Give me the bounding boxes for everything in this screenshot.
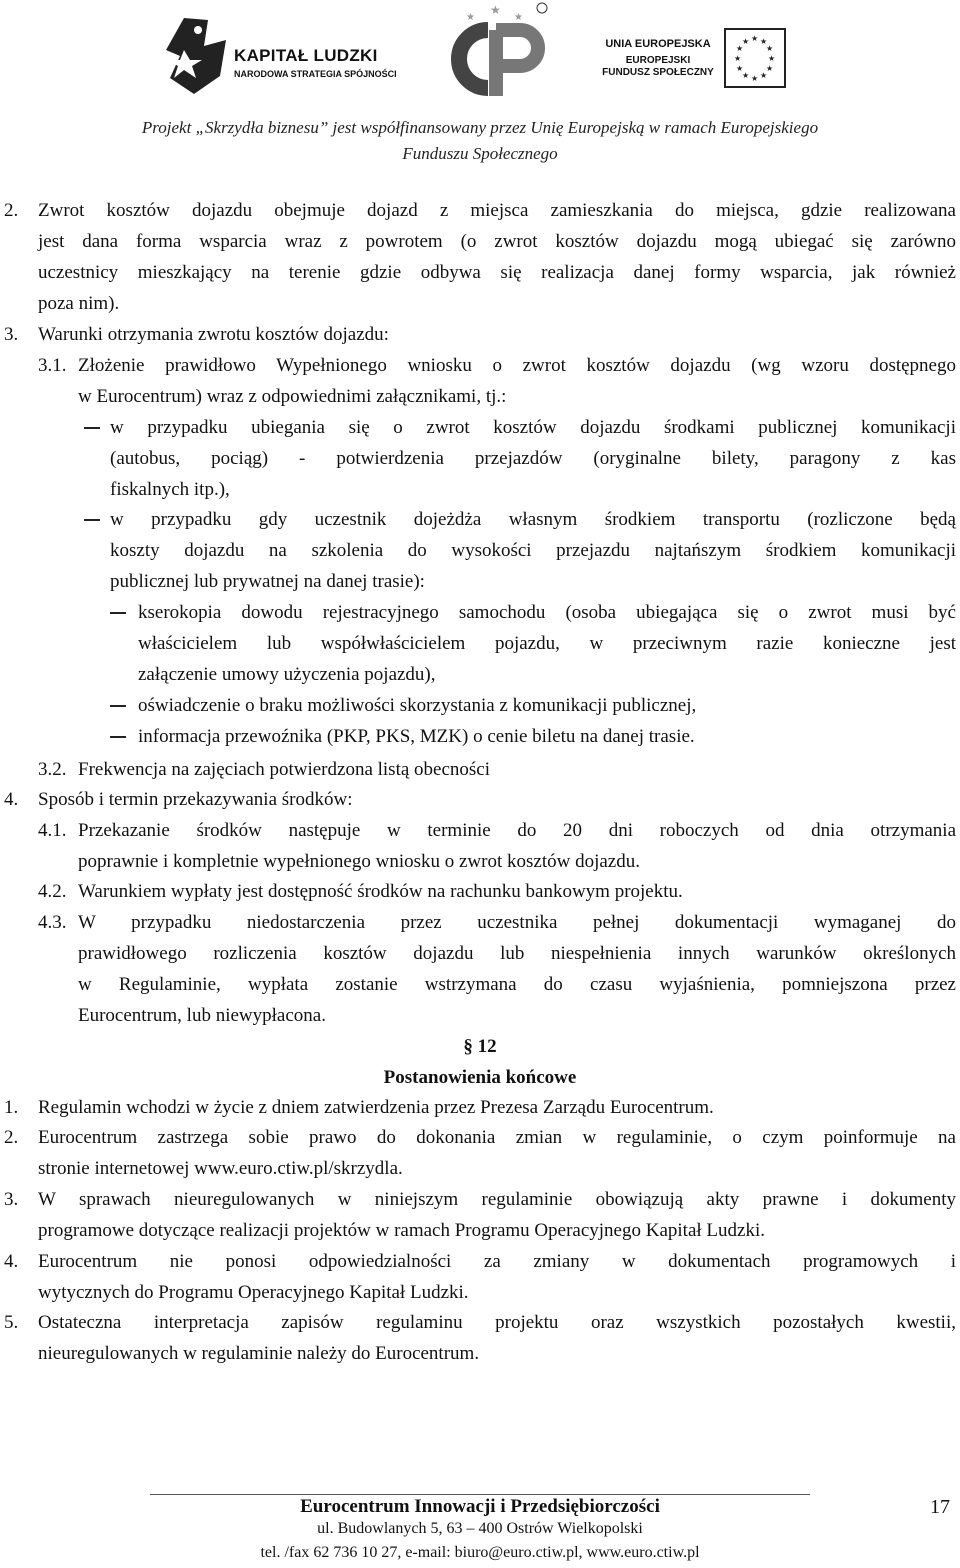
text-line: nieuregulowanych w regulaminie należy do Eurocentrum. (38, 1343, 480, 1364)
text-line: oświadczenie o braku możliwości skorzystania z komunikacji publicznej, (138, 695, 697, 716)
eu-flag-icon (724, 28, 786, 88)
text-line: informacja przewoźnika (PKP, PKS, MZK) o cenie biletu na danej trasie. (138, 726, 695, 747)
text-line: Regulamin wchodzi w życie z dniem zatwierdzenia przez Prezesa Zarządu Eurocentrum. (38, 1097, 714, 1118)
dash-bullet-icon (84, 519, 100, 521)
text-line: Eurocentrum, lub niewypłacona. (78, 1005, 326, 1026)
cp-logo (430, 0, 560, 100)
kapital-ludzki-emblem-icon (164, 16, 232, 96)
text-line: programowe dotyczące realizacji projektów w ramach Programu Operacyjnego Kapitał Ludzki. (38, 1220, 765, 1241)
section-title: Postanowienia końcowe (383, 1067, 577, 1088)
svg-text:★: ★ (466, 12, 475, 23)
eu-subtitle-line-2: FUNDUSZ SPOŁECZNY (602, 67, 714, 78)
text-line: Eurocentrum nie ponosi odpowiedzialności za zmiany w dokumentach programowych i (38, 1251, 956, 1272)
svg-text:★: ★ (751, 34, 759, 43)
text-line: W przypadku niedostarczenia przez uczestnika pełnej dokumentacji wymaganej do (78, 912, 956, 933)
text-line: Przekazanie środków następuje w terminie do 20 dni roboczych od dnia otrzymania (78, 820, 956, 841)
text-line: (autobus, pociąg) - potwierdzenia przejazdów (oryginalne bilety, paragony z kas (110, 448, 956, 469)
item-number: 3. (4, 324, 19, 345)
item-number: 4. (4, 789, 19, 810)
page-number: 17 (930, 1496, 950, 1518)
svg-text:★: ★ (742, 37, 750, 46)
text-line: kserokopia dowodu rejestracyjnego samochodu (osoba ubiegająca się o zwrot musi być (138, 602, 956, 623)
text-line: wytycznych do Programu Operacyjnego Kapitał Ludzki. (38, 1282, 469, 1303)
text-line: Warunki otrzymania zwrotu kosztów dojazdu: (38, 324, 389, 345)
item-number: 4.1. (38, 820, 67, 841)
footer-contact: tel. /fax 62 736 10 27, e-mail: biuro@euro.ctiw.pl, www.euro.ctiw.pl (260, 1544, 700, 1561)
text-line: Warunkiem wypłaty jest dostępność środków na rachunku bankowym projektu. (78, 881, 683, 902)
svg-text:★: ★ (768, 54, 776, 63)
text-line: Frekwencja na zajęciach potwierdzona listą obecności (78, 759, 491, 780)
text-line: w przypadku gdy uczestnik dojeżdża własnym środkiem transportu (rozliczone będą (110, 509, 956, 530)
item-number: 2. (4, 1127, 19, 1148)
dash-bullet-icon (110, 736, 126, 738)
item-number: 3.2. (38, 759, 67, 780)
section-number: § 12 (463, 1036, 497, 1057)
eu-subtitle-line-1: EUROPEJSKI (625, 55, 691, 66)
svg-text:★: ★ (742, 71, 750, 80)
svg-text:★: ★ (760, 71, 768, 80)
footer-company: Eurocentrum Innowacji i Przedsiębiorczości (300, 1496, 660, 1517)
item-number: 4.3. (38, 912, 67, 933)
text-line: poprawnie i kompletnie wypełnionego wniosku o zwrot kosztów dojazdu. (78, 851, 640, 872)
text-line: jest dana forma wsparcia wraz z powrotem (o zwrot kosztów dojazdu mogą ubiegać się zarówno (38, 231, 956, 252)
text-line: Eurocentrum zastrzega sobie prawo do dokonania zmian w regulaminie, o czym poinformuje na (38, 1127, 956, 1148)
item-number: 1. (4, 1097, 19, 1118)
svg-text:★: ★ (734, 54, 742, 63)
item-number: 3.1. (38, 355, 67, 376)
svg-text:★: ★ (751, 74, 759, 83)
text-line: poza nim). (38, 293, 120, 314)
dash-bullet-icon (110, 705, 126, 707)
text-line: publicznej lub prywatnej na danej trasie): (110, 571, 425, 592)
text-line: Ostateczna interpretacja zapisów regulaminu projektu oraz wszystkich pozostałych kwestii, (38, 1312, 956, 1333)
text-line: uczestnicy mieszkający na terenie gdzie odbywa się realizacja danej formy wsparcia, jak również (38, 262, 956, 283)
svg-text:★: ★ (514, 12, 523, 23)
text-line: właścicielem lub współwłaścicielem pojazdu, w przeciwnym razie konieczne jest (138, 633, 956, 654)
item-number: 3. (4, 1189, 19, 1210)
footer-divider (150, 1494, 810, 1495)
text-line: stronie internetowej www.euro.ctiw.pl/skrzydla. (38, 1158, 403, 1179)
cp-emblem-icon (430, 0, 560, 100)
item-number: 2. (4, 200, 19, 221)
kapital-ludzki-subtitle: NARODOWA STRATEGIA SPÓJNOŚCI (234, 69, 397, 79)
eu-title: UNIA EUROPEJSKA (605, 38, 711, 50)
text-line: Złożenie prawidłowo Wypełnionego wniosku o zwrot kosztów dojazdu (wg wzoru dostępnego (78, 355, 956, 376)
project-line-1: Projekt „Skrzydła biznesu” jest współfinansowany przez Unię Europejską w ramach Europejskiego (141, 118, 819, 137)
text-line: prawidłowego rozliczenia kosztów dojazdu lub niespełnienia innych warunków określonych (78, 943, 956, 964)
footer-address: ul. Budowlanych 5, 63 – 400 Ostrów Wielkopolski (317, 1520, 643, 1537)
text-line: w Eurocentrum) wraz z odpowiednimi załącznikami, tj.: (78, 386, 507, 407)
project-line-2: Funduszu Społecznego (402, 144, 558, 163)
svg-text:★: ★ (736, 64, 744, 73)
item-number: 5. (4, 1312, 19, 1333)
text-line: fiskalnych itp.), (110, 479, 230, 500)
dash-bullet-icon (84, 427, 100, 429)
svg-text:★: ★ (760, 37, 768, 46)
kapital-ludzki-title: KAPITAŁ LUDZKI (234, 46, 378, 65)
text-line: w Regulaminie, wypłata zostanie wstrzymana do czasu wyjaśnienia, pomniejszona przez (78, 974, 956, 995)
svg-text:★: ★ (490, 3, 501, 17)
text-line: Sposób i termin przekazywania środków: (38, 789, 353, 810)
text-line: W sprawach nieuregulowanych w niniejszym regulaminie obowiązują akty prawne i dokumenty (38, 1189, 956, 1210)
kapital-ludzki-logo (164, 16, 404, 96)
svg-text:★: ★ (736, 44, 744, 53)
text-line: w przypadku ubiegania się o zwrot kosztów dojazdu środkami publicznej komunikacji (110, 417, 956, 438)
text-line: koszty dojazdu na szkolenia do wysokości przejazdu najtańszym środkiem komunikacji (110, 540, 956, 561)
eu-logo (598, 28, 788, 90)
text-line: Zwrot kosztów dojazdu obejmuje dojazd z miejsca zamieszkania do miejsca, gdzie realizowana (38, 200, 956, 221)
header-logos (0, 0, 960, 110)
text-line: załączenie umowy użyczenia pojazdu), (138, 664, 436, 685)
item-number: 4. (4, 1251, 19, 1272)
svg-text:★: ★ (766, 64, 774, 73)
item-number: 4.2. (38, 881, 67, 902)
svg-text:★: ★ (766, 44, 774, 53)
eu-subtitle (598, 55, 718, 79)
dash-bullet-icon (110, 612, 126, 614)
